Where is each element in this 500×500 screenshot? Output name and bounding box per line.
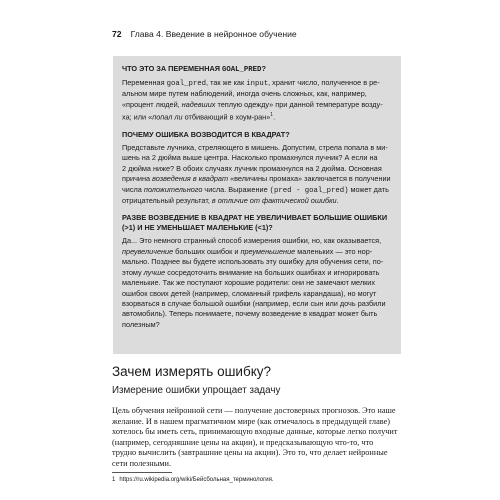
text-run: больших ошибок и bbox=[173, 246, 241, 256]
heading-text: ? bbox=[261, 64, 266, 73]
text-run: Да... Это немного странный способ измерения ошибки, но, как оказывается, bbox=[122, 236, 382, 246]
text-run: сосредоточить внимание на больших ошибках и игнорировать маленькие. Так же поступают хорошие родители: они не замечают мелких ошибок своих детей (например, сломанный грифель карандаша), но могут взорваться в случае большой ошибки (например, если сын или дочь разбили автомобиль). Теперь понимаете, почему возведение в квадрат может быть полезным? bbox=[122, 267, 386, 329]
sidebar-paragraph-goal-pred bbox=[122, 78, 393, 123]
heading-code: GOAL_PRED bbox=[222, 66, 262, 74]
sidebar-heading-big-errors: РАЗВЕ ВОЗВЕДЕНИЕ В КВАДРАТ НЕ УВЕЛИЧИВАЕТ БОЛЬШИЕ ОШИБКИ (>1) И НЕ УМЕНЬШАЕТ МАЛЕНЬКИЕ (<1)? bbox=[122, 213, 388, 233]
section-heading: Зачем измерять ошибку? bbox=[112, 364, 272, 379]
text-run: отбивающий в хоум-ран» bbox=[182, 112, 271, 122]
subsection-heading: Измерение ошибки упрощает задачу bbox=[112, 385, 281, 396]
footnote-mark: 1 bbox=[112, 477, 116, 483]
emphasis-run: лучше bbox=[143, 267, 166, 277]
footnote-ref[interactable]: 1 bbox=[270, 112, 274, 119]
sidebar-paragraph-why-square bbox=[122, 143, 393, 206]
sidebar-box bbox=[113, 56, 401, 354]
code-run: goal_pred bbox=[166, 80, 207, 88]
text-run: теплую одежду» при данной температуре возду- ха; или « bbox=[122, 99, 383, 122]
text-run: маленьких — это нор- мально. Позднее вы будете использовать эту ошибку для обучения сети, по- этому bbox=[122, 246, 384, 277]
heading-text: ЧТО ЭТО ЗА ПЕРЕМЕННАЯ bbox=[122, 64, 223, 73]
emphasis-run: положительного bbox=[143, 184, 203, 194]
chapter-title: Глава 4. Введение в нейронное обучение bbox=[130, 29, 297, 39]
text-run: Представьте лучника, стреляющего в мишень. Допустим, стрела попала в ми- шень на 2 дюйма выше центра. Насколько промахнулся лучник? А если на 2 дюйма ниже? В обоих случаях лучник промахнулся на 2 дюйма. Основная причина bbox=[122, 143, 388, 184]
sidebar-heading-goal-pred bbox=[122, 64, 393, 75]
emphasis-run: преуменьшение bbox=[240, 246, 296, 256]
running-head bbox=[112, 29, 402, 40]
emphasis-run: надевших bbox=[181, 99, 216, 109]
text-run: может дать отрицательный результат, bbox=[122, 184, 389, 206]
text-run: , хранит число, полученное в ре- альном мире путем наблюдений, иногда очень сложных, как, например, «процент людей, bbox=[122, 78, 380, 109]
sidebar-paragraph-big-errors bbox=[122, 236, 393, 330]
code-run: input bbox=[246, 80, 269, 88]
text-run: . bbox=[336, 196, 339, 206]
code-run: (pred - goal_pred) bbox=[269, 186, 349, 195]
text-run: , так же как bbox=[206, 78, 247, 87]
text-run: . bbox=[273, 112, 276, 122]
emphasis-run: возведения в квадрат bbox=[152, 174, 229, 184]
page-number: 72 bbox=[112, 29, 122, 39]
footnote bbox=[112, 476, 274, 484]
footnote-divider bbox=[112, 472, 172, 473]
emphasis-run: попал ли bbox=[152, 112, 183, 122]
emphasis-run: преувеличение bbox=[122, 246, 174, 256]
footnote-link[interactable]: https://ru.wikipedia.org/wiki/Бейсбольная_терминология. bbox=[119, 477, 274, 483]
text-run: «величины промаха» заключается в получении числа bbox=[122, 174, 391, 194]
emphasis-run: в отличие от фактической ошибки bbox=[211, 196, 337, 206]
sidebar-heading-why-square: ПОЧЕМУ ОШИБКА ВОЗВОДИТСЯ В КВАДРАТ? bbox=[122, 130, 290, 140]
text-run: Переменная bbox=[122, 78, 167, 87]
text-run: числа. Выражение bbox=[202, 184, 270, 194]
body-paragraph: Цель обучения нейронной сети — получение достоверных прогнозов. Это наше желание. И в нашем прагматичном мире (как отмечалось в предыдущей главе) хотелось бы иметь сеть, принимающую входные данные, которые легко получит (например, сегодняшние цены на акции), и предсказывающую что-то, что трудно вычислить (завтрашние цены на акции). Это то, что делает нейронные сети полезными. bbox=[112, 406, 398, 468]
